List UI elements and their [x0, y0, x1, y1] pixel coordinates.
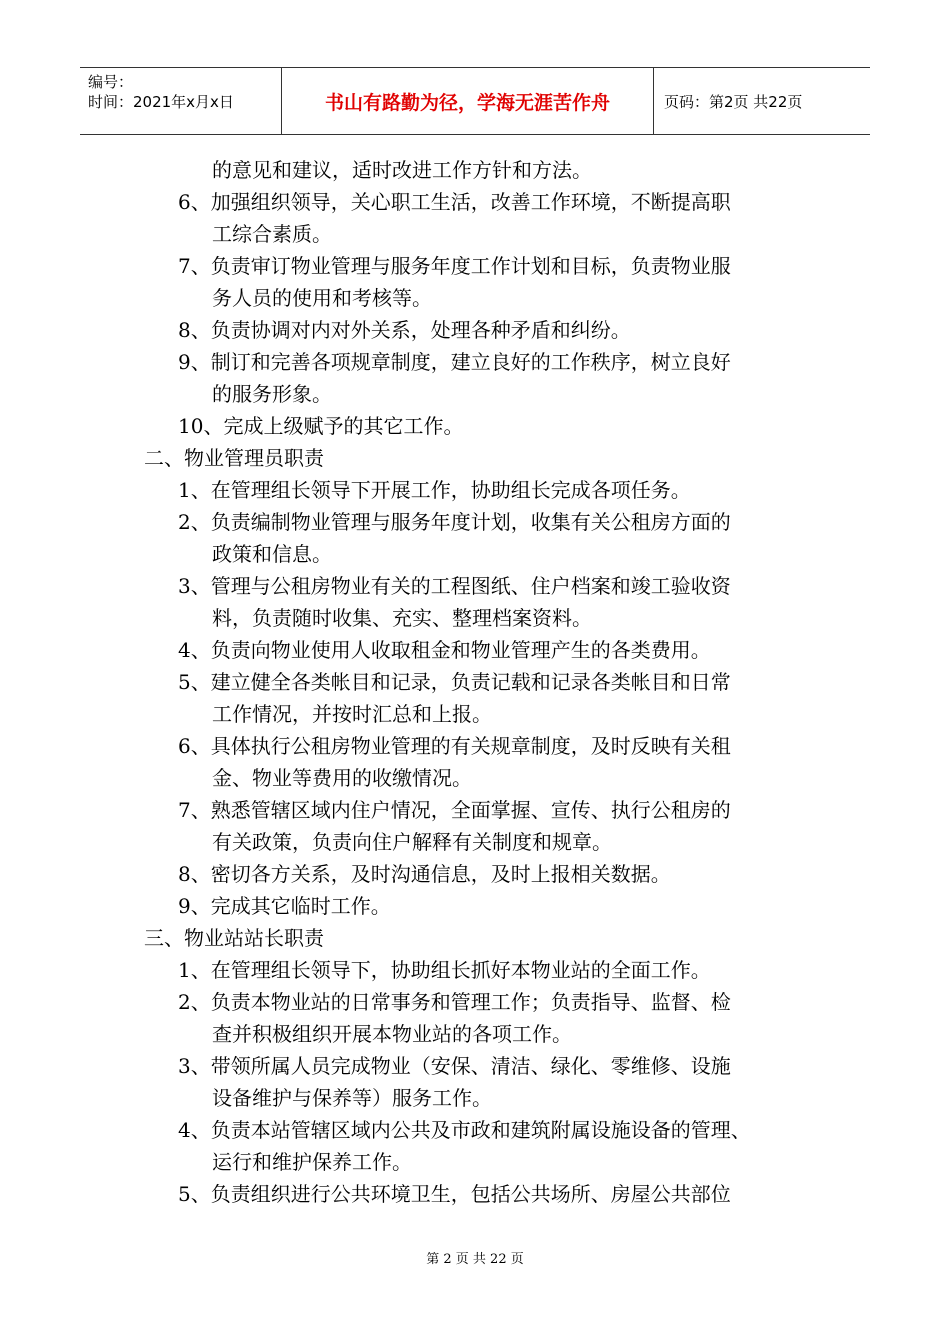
list-item: 3、带领所属人员完成物业（安保、清洁、绿化、零维修、设施: [178, 1054, 731, 1078]
number-label: 编号：: [88, 73, 134, 91]
list-item-continuation: 料，负责随时收集、充实、整理档案资料。: [212, 606, 592, 630]
list-item-continuation: 查并积极组织开展本物业站的各项工作。: [212, 1022, 572, 1046]
list-item: 6、加强组织领导，关心职工生活，改善工作环境，不断提高职: [178, 190, 731, 214]
list-item: 7、熟悉管辖区域内住户情况，全面掌握、宣传、执行公租房的: [178, 798, 731, 822]
page-footer: 第 2 页 共 22 页: [426, 1252, 524, 1267]
list-item-continuation: 政策和信息。: [212, 542, 332, 566]
list-item: 4、负责本站管辖区域内公共及市政和建筑附属设施设备的管理、: [178, 1118, 751, 1142]
list-item-continuation: 务人员的使用和考核等。: [212, 286, 432, 310]
list-item: 2、负责编制物业管理与服务年度计划，收集有关公租房方面的: [178, 510, 731, 534]
list-item: 2、负责本物业站的日常事务和管理工作；负责指导、监督、检: [178, 990, 731, 1014]
header-motto: 书山有路勤为径，学海无涯苦作舟: [282, 68, 654, 134]
time-label: 时间：2021年x月x日: [88, 93, 234, 111]
list-item-continuation: 设备维护与保养等）服务工作。: [212, 1086, 492, 1110]
list-item: 8、负责协调对内对外关系，处理各种矛盾和纠纷。: [178, 318, 631, 342]
list-item-continuation: 金、物业等费用的收缴情况。: [212, 766, 472, 790]
header-meta: [80, 68, 282, 134]
section-heading: 三、物业站站长职责: [144, 926, 324, 950]
list-item: 9、制订和完善各项规章制度，建立良好的工作秩序，树立良好: [178, 350, 731, 374]
list-item-continuation: 的服务形象。: [212, 382, 332, 406]
list-item: 5、负责组织进行公共环境卫生，包括公共场所、房屋公共部位: [178, 1182, 731, 1206]
list-item: 1、在管理组长领导下开展工作，协助组长完成各项任务。: [178, 478, 691, 502]
list-item: 1、在管理组长领导下，协助组长抓好本物业站的全面工作。: [178, 958, 711, 982]
section-heading: 二、物业管理员职责: [144, 446, 324, 470]
list-item: 9、完成其它临时工作。: [178, 894, 391, 918]
list-item: 6、具体执行公租房物业管理的有关规章制度，及时反映有关租: [178, 734, 731, 758]
list-item: 3、管理与公租房物业有关的工程图纸、住户档案和竣工验收资: [178, 574, 731, 598]
list-item: 10、完成上级赋予的其它工作。: [178, 414, 464, 438]
list-item: 4、负责向物业使用人收取租金和物业管理产生的各类费用。: [178, 638, 711, 662]
list-item: 5、建立健全各类帐目和记录，负责记载和记录各类帐目和日常: [178, 670, 731, 694]
list-item-continuation: 工作情况，并按时汇总和上报。: [212, 702, 492, 726]
list-item-continuation: 工综合素质。: [212, 222, 332, 246]
list-item-continuation: 有关政策，负责向住户解释有关制度和规章。: [212, 830, 612, 854]
list-item-continuation: 的意见和建议，适时改进工作方针和方法。: [212, 158, 592, 182]
list-item: 8、密切各方关系，及时沟通信息，及时上报相关数据。: [178, 862, 671, 886]
list-item: 7、负责审订物业管理与服务年度工作计划和目标，负责物业服: [178, 254, 731, 278]
header-page-code: 页码：第2页 共22页: [664, 92, 803, 111]
document-header: [80, 67, 870, 135]
list-item-continuation: 运行和维护保养工作。: [212, 1150, 412, 1174]
